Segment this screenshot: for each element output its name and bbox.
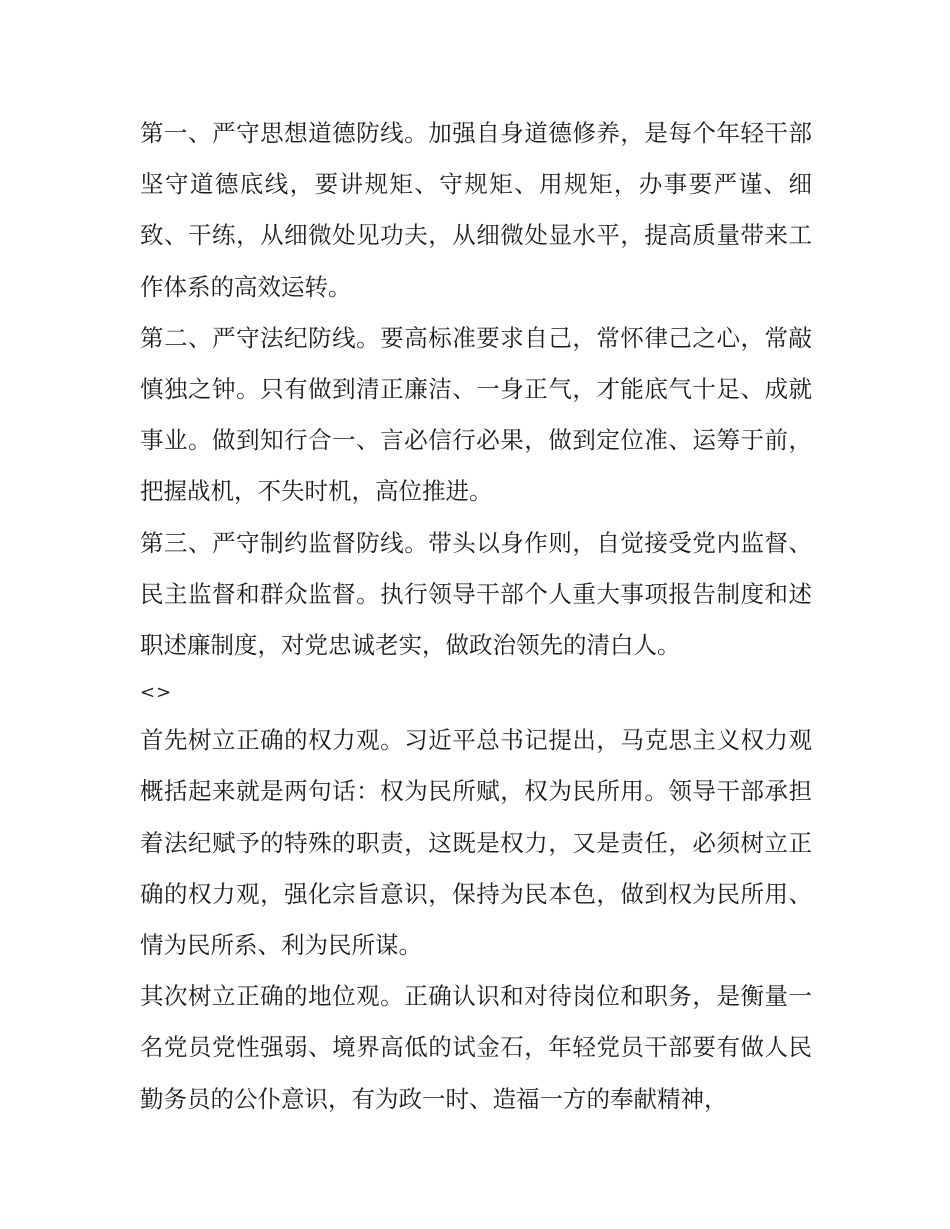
section-marker: <> <box>140 682 173 704</box>
document-body <box>140 108 812 1125</box>
paragraph-law-defense: 第二、严守法纪防线。要高标准要求自己，常怀律己之心，常敲慎独之钟。只有做到清正廉洁、一身正气，才能底气十足、成就事业。做到知行合一、言必信行必果，做到定位准、运筹于前，把握战机，不失时机，高位推进。 <box>140 323 812 506</box>
paragraph-supervision-defense: 第三、严守制约监督防线。带头以身作则，自觉接受党内监督、民主监督和群众监督。执行领导干部个人重大事项报告制度和述职述廉制度，对党忠诚老实，做政治领先的清白人。 <box>140 528 812 660</box>
paragraph-status-view: 其次树立正确的地位观。正确认识和对待岗位和职务，是衡量一名党员党性强弱、境界高低的试金石，年轻党员干部要有做人民勤务员的公仆意识，有为政一时、造福一方的奉献精神， <box>140 982 812 1113</box>
paragraph-ideology-defense: 第一、严守思想道德防线。加强自身道德修养，是每个年轻干部坚守道德底线，要讲规矩、守规矩、用规矩，办事要严谨、细致、干练，从细微处见功夫，从细微处显水平，提高质量带来工作体系的高效运转。 <box>140 119 812 301</box>
paragraph-power-view: 首先树立正确的权力观。习近平总书记提出，马克思主义权力观概括起来就是两句话：权为民所赋，权为民所用。领导干部承担着法纪赋予的特殊的职责，这既是权力，又是责任，必须树立正确的权力观，强化宗旨意识，保持为民本色，做到权为民所用、情为民所系、利为民所谋。 <box>140 726 812 960</box>
